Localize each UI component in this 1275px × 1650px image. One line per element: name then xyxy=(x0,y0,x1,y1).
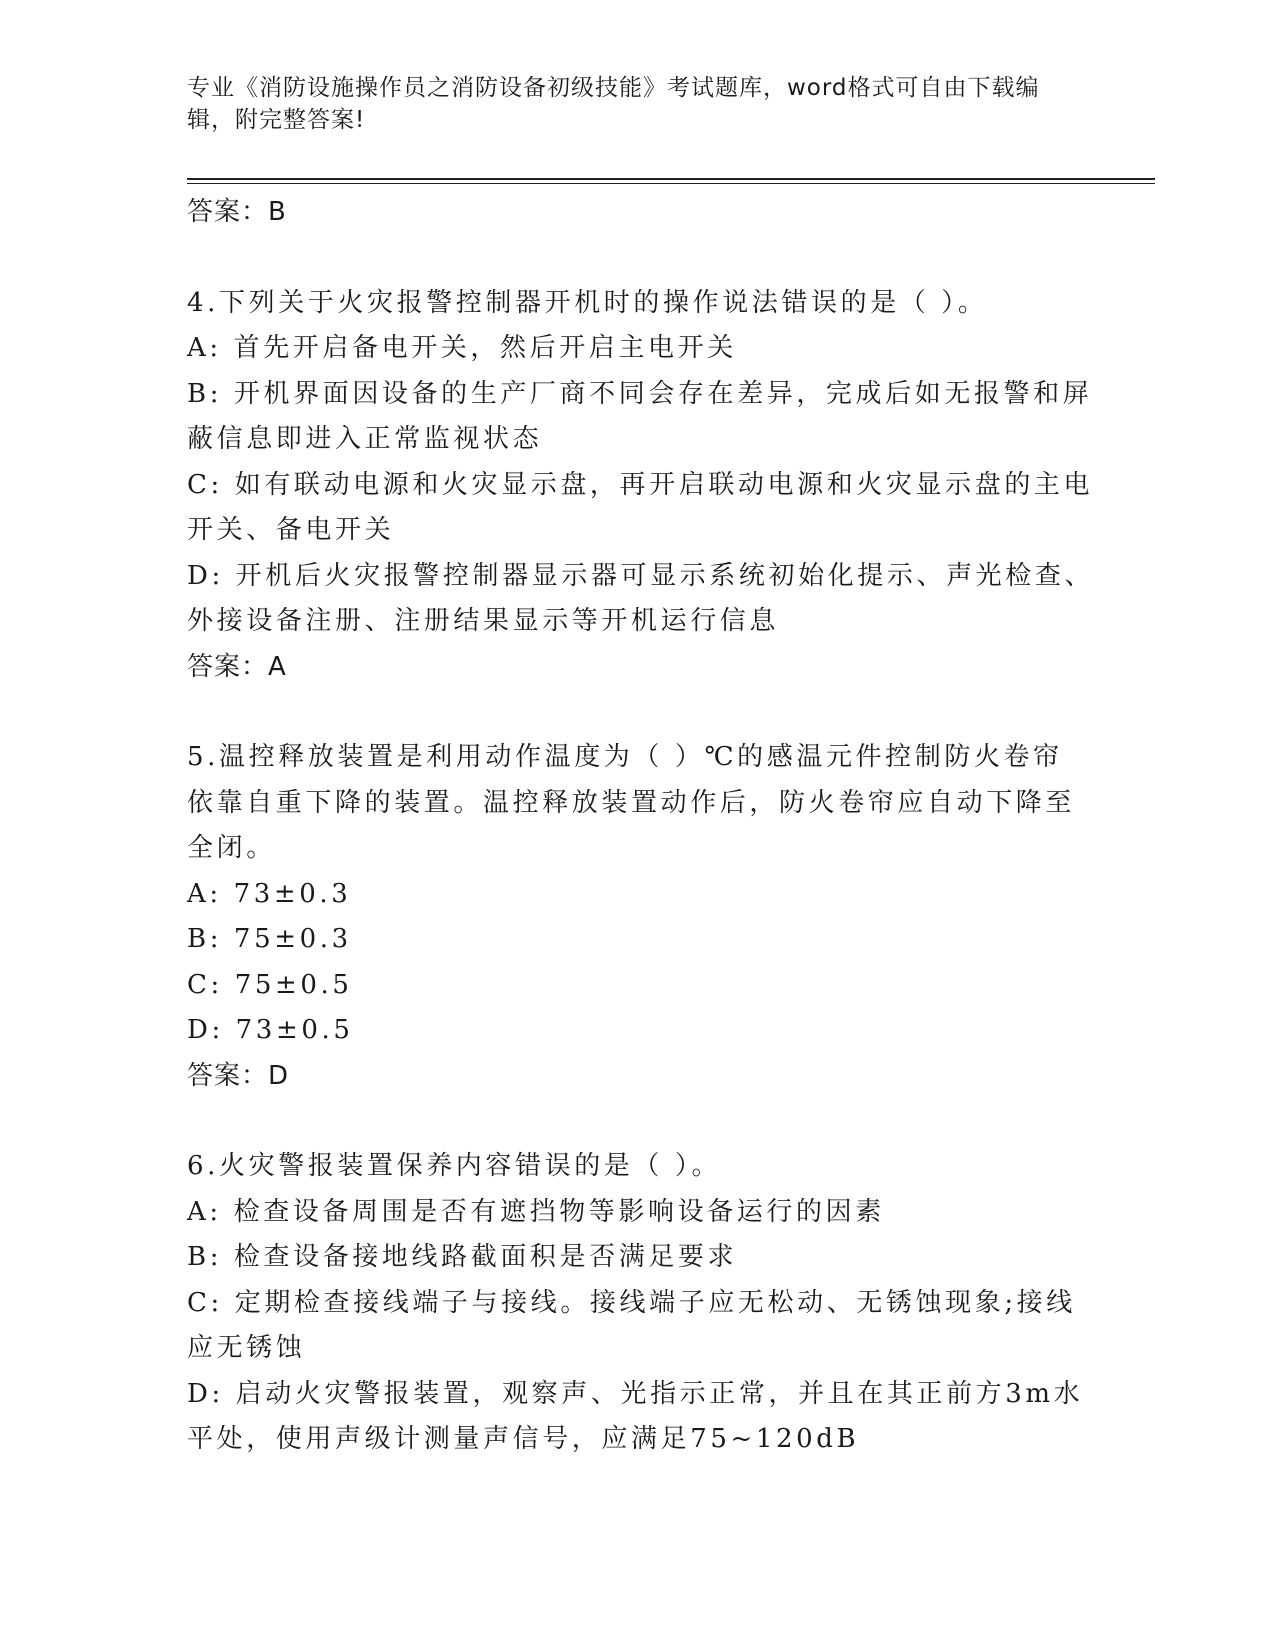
question-block xyxy=(187,1144,1087,1463)
option-line: 开关、备电开关 xyxy=(187,515,395,545)
option-line: C: 75±0.5 xyxy=(187,969,353,1000)
option-line: D: 开机后火灾报警控制器显示器可显示系统初始化提示、声光检查、 xyxy=(187,560,1095,591)
question-list xyxy=(187,190,1095,1463)
option-line: 平处，使用声级计测量声信号，应满足75~120dB xyxy=(187,1424,860,1454)
question-block xyxy=(187,281,1095,736)
question-block xyxy=(187,735,1087,1144)
option-line: C: 定期检查接线端子与接线。接线端子应无松动、无锈蚀现象;接线 xyxy=(187,1287,1076,1318)
option-line: 蔽信息即进入正常监视状态 xyxy=(187,424,543,454)
header-divider-thin xyxy=(187,183,1155,184)
option-line: A: 73±0.3 xyxy=(187,878,352,909)
question-stem-line: 4.下列关于火灾报警控制器开机时的操作说法错误的是（ ）。 xyxy=(187,287,988,318)
spacer xyxy=(187,1099,1087,1144)
option-line: B: 检查设备接地线路截面积是否满足要求 xyxy=(187,1242,738,1272)
header-line-2: 辑，附完整答案! xyxy=(187,107,366,133)
question-stem-line: 全闭。 xyxy=(187,833,276,863)
question-stem-line: 6.火灾警报装置保养内容错误的是（ ）。 xyxy=(187,1151,722,1181)
answer-line: 答案：A xyxy=(187,651,287,682)
answer-line: 答案：D xyxy=(187,1060,290,1091)
option-line: D: 启动火灾警报装置，观察声、光指示正常，并且在其正前方3m水 xyxy=(187,1378,1084,1409)
answer-line: 答案：B xyxy=(187,197,287,227)
header-divider xyxy=(187,178,1155,180)
header-line-1: 专业《消防设施操作员之消防设备初级技能》考试题库，word格式可自由下载编 xyxy=(187,75,1040,101)
spacer xyxy=(187,690,1087,735)
question-stem-line: 5.温控释放装置是利用动作温度为（ ）℃的感温元件控制防火卷帘 xyxy=(187,742,1063,772)
option-line: D: 73±0.5 xyxy=(187,1015,354,1045)
option-line: A: 检查设备周围是否有遮挡物等影响设备运行的因素 xyxy=(187,1196,885,1227)
option-line: B: 开机界面因设备的生产厂商不同会存在差异，完成后如无报警和屏 xyxy=(187,378,1093,409)
spacer xyxy=(187,236,1087,281)
option-line: C: 如有联动电源和火灾显示盘，再开启联动电源和火灾显示盘的主电 xyxy=(187,469,1094,500)
option-line: B: 75±0.3 xyxy=(187,924,352,954)
question-stem-line: 依靠自重下降的装置。温控释放装置动作后，防火卷帘应自动下降至 xyxy=(187,787,1076,818)
option-line: 应无锈蚀 xyxy=(187,1333,306,1363)
option-line: 外接设备注册、注册结果显示等开机运行信息 xyxy=(187,606,780,636)
page-header xyxy=(187,72,1067,136)
questions-container xyxy=(187,281,1095,1463)
option-line: A: 首先开启备电开关，然后开启主电开关 xyxy=(187,333,737,363)
